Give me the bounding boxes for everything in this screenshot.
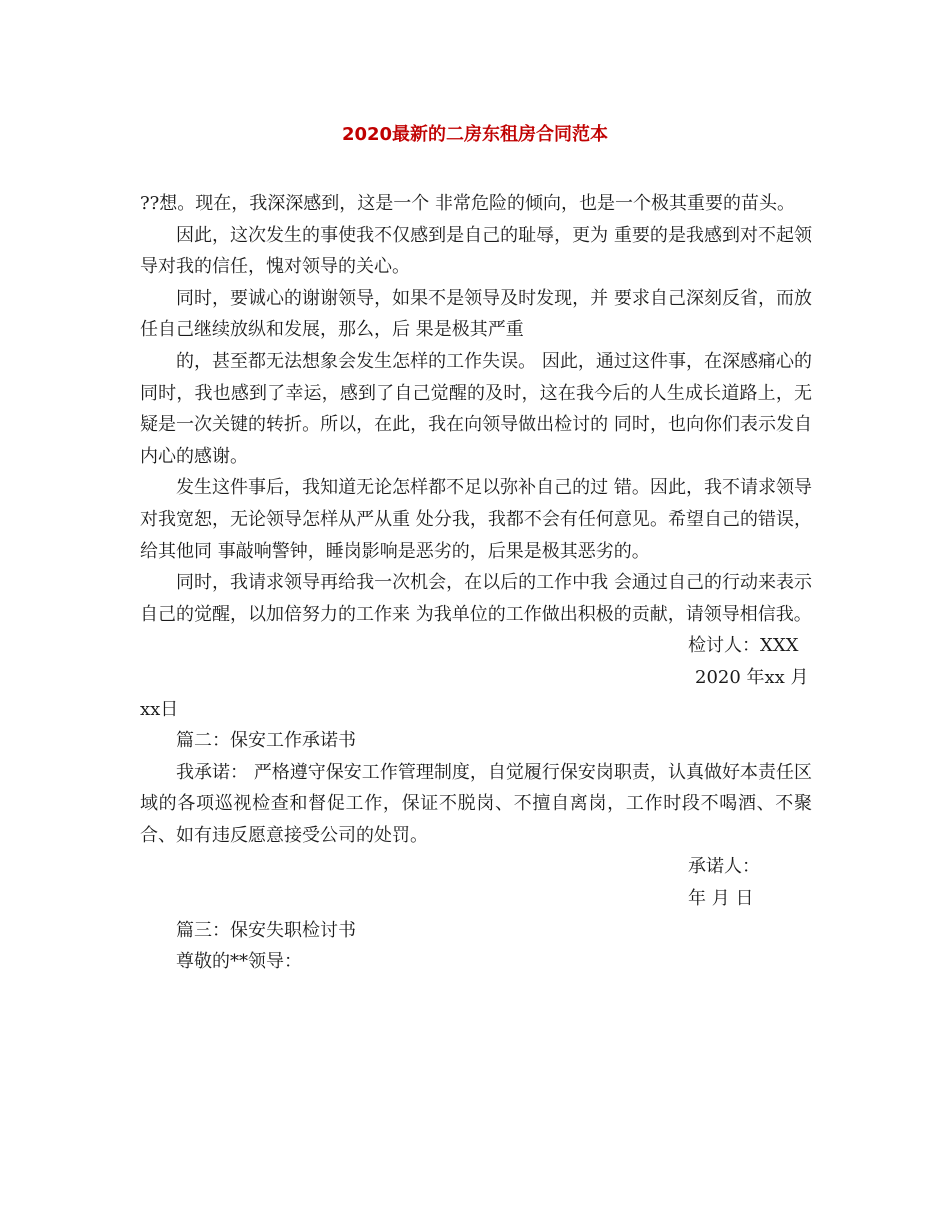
section-2-body: 我承诺： 严格遵守保安工作管理制度，自觉履行保安岗职责，认真做好本责任区域的各项巡视检查和督促工作，保证不脱岗、不擅自离岗，工作时段不喝酒、不聚合、如有违反愿意接受公司的处罚。 <box>140 761 812 846</box>
paragraph-1: ??想。现在，我深深感到，这是一个 非常危险的倾向，也是一个极其重要的苗头。 <box>140 193 796 214</box>
paragraph-2: 因此，这次发生的事使我不仅感到是自己的耻辱，更为 重要的是我感到对不起领导对我的信任，愧对领导的关心。 <box>140 224 812 278</box>
salutation: 尊敬的**领导： <box>176 951 302 973</box>
section-3-heading: 篇三：保安失职检讨书 <box>176 919 356 941</box>
promisor-line: 承诺人： <box>688 856 760 878</box>
signer-line: 检讨人：XXX <box>688 635 799 657</box>
paragraph-4: 的，甚至都无法想象会发生怎样的工作失误。 因此，通过这件事，在深感痛心的同时，我也感到了幸运，感到了自己觉醒的及时，这在我今后的人生成长道路上，无 疑是一次关键的转折。所以，在此，我在向领导做出检讨的 同时，也向你们表示发自内心的感谢。 <box>140 350 812 467</box>
document-title: 2020最新的二房东租房合同范本 <box>341 124 609 145</box>
date-line: 2020 年xx 月 <box>695 666 809 688</box>
document-body <box>140 188 812 978</box>
paragraph-3: 同时，要诚心的谢谢领导，如果不是领导及时发现，并 要求自己深刻反省，而放任自己继续放纵和发展，那么，后 果是极其严重 <box>140 287 812 341</box>
date-line-continued: xx日 <box>140 698 179 720</box>
date-blank-line: 年 月 日 <box>688 888 754 910</box>
section-2-heading: 篇二：保安工作承诺书 <box>176 730 356 752</box>
paragraph-6: 同时，我请求领导再给我一次机会，在以后的工作中我 会通过自己的行动来表示自己的觉醒，以加倍努力的工作来 为我单位的工作做出积极的贡献，请领导相信我。 <box>140 572 812 625</box>
paragraph-5: 发生这件事后，我知道无论怎样都不足以弥补自己的过 错。因此，我不请求领导对我宽恕，无论领导怎样从严从重 处分我，我都不会有任何意见。希望自己的错误，给其他同 事敲响警钟，睡岗影响是恶劣的，后果是极其恶劣的。 <box>140 477 812 562</box>
